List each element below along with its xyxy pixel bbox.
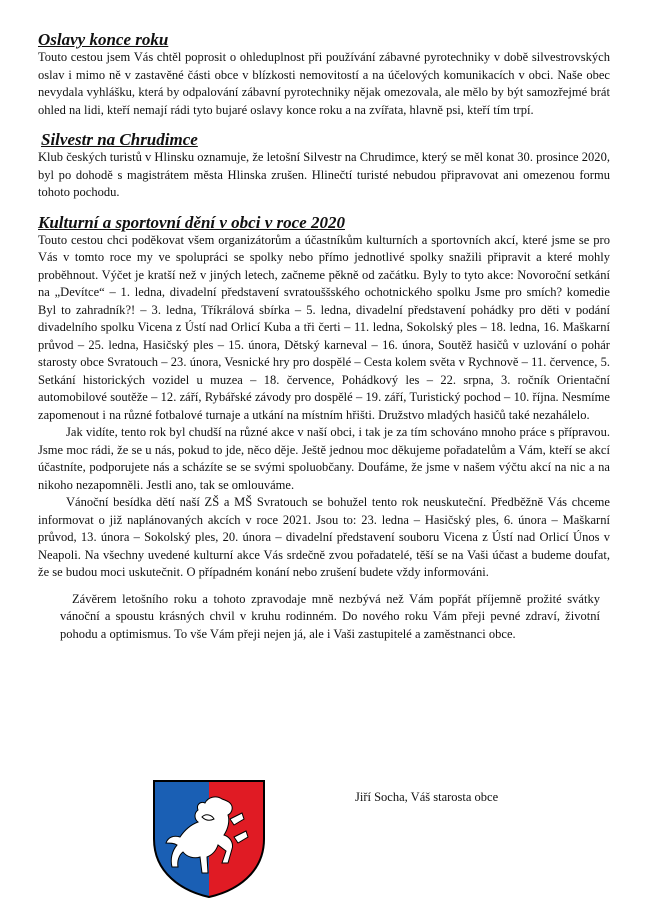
celebrations-paragraph: Touto cestou jsem Vás chtěl poprosit o ohleduplnost při používání zábavné pyrotechniky v době silvestrovských oslav i mimo ně v zastavěné části obce v blízkosti nemovitostí a na účelových komunikacích v obci. Naše obec nevydala vyhlášku, která by odpalování zábavní pyrotechniky nějak omezovala, ale mělo by být samozřejmé brát ohled na lidi, kteří nemají rádi tyto bujaré oslavy konce roku a na zvířata, hlavně psi, kteří tím trpí. — [38, 50, 610, 117]
section-title-culture-and-sport: Kulturní a sportovní dění v obci v roce 2020 — [38, 212, 345, 232]
mayor-signature: Jiří Socha, Váš starosta obce — [355, 790, 499, 804]
section-title-new-years-eve-hike: Silvestr na Chrudimce — [41, 130, 198, 149]
newsletter-page — [38, 30, 610, 643]
culture-paragraph-events: Touto cestou chci poděkovat všem organizátorům a účastníkům kulturních a sportovních akcí, které jsme se pro Vás v tomto roce my ve spolupráci se spolky nebo přímo jednotlivé spolky snažili připravit a které mohly proběhnout. Výčet je kratší než v jiných letech, začneme pěkně od začátku. Byly to tyto akce: Novoroční setkání na „Devítce“ – 1. ledna, divadelní představení svratouššského ochotnického spolku Jsme pro smích? komedie Byl to zahradník?! – 3. ledna, Tříkrálová sbírka – 5. ledna, divadelní představení pohádky pro děti v podání divadelního spolku Vicena z Ústí nad Orlicí Kuba a tři čerti – 11. ledna, Sokolský ples – 18. ledna, 16. Maškarní průvod – 25. ledna, Hasičský ples – 15. února, Dětský karneval – 16. února, Soutěž hasičů v uzlování o pohár starosty obce Svratouch – 23. února, Vesnické hry pro dospělé – Cesta kolem světa v Rychnově – 11. července, 5. Setkání historických vozidel u muzea – 18. července, Pohádkový les – 22. srpna, 3. ročník Orientační automobilové soutěže – 12. září, Rybářské závody pro dospělé – 19. září, Turistický pochod – 10. října. Nesmíme zapomenout i na různé fotbalové turnaje a utkání na místním hřišti. Družstvo mladých hasičů také nezahálelo. — [38, 232, 610, 422]
spacer — [38, 119, 610, 130]
footer — [150, 777, 610, 897]
horse-coat-of-arms-icon — [150, 777, 268, 899]
spacer — [38, 582, 610, 591]
culture-paragraph-thanks: Jak vidíte, tento rok byl chudší na různé akce v naší obci, i tak je za tím schováno mnoho práce s přípravou. Jsme moc rádi, že se u nás, pokud to jde, něco děje. Ještě jednou moc děkujeme pořadatelům a Vám, kteří se akcí účastníte, podporujete nás a scházíte se se svými spoluobčany. Doufáme, že jsme v našem výčtu akcí na nic a na nikoho nezapomněli. Jestli ano, tak se omlouváme. — [38, 425, 610, 492]
culture-paragraph-upcoming: Vánoční besídka dětí naší ZŠ a MŠ Svratouch se bohužel tento rok neuskuteční. Předběžně Vás chceme informovat o již naplánovaných akcích v roce 2021. Jsou to: 23. ledna – Hasičský ples, 6. února – Maškarní průvod, 13. února – Sokolský ples, 20. února – divadelní představení souboru Vicena z Ústí nad Orlicí Únos v Neapoli. Na všechny uvedené kulturní akce Vás srdečně zvou pořadatelé, těší se na Vaši účast a budeme doufat, že se budou moci uskutečnit. O případném konání nebo zrušení budete vždy informováni. — [38, 495, 610, 579]
new-years-eve-hike-paragraph: Klub českých turistů v Hlinsku oznamuje, že letošní Silvestr na Chrudimce, který se měl konat 30. prosince 2020, byl po dohodě s magistrátem města Hlinska zrušen. Hlinečtí turisté nebudou připravovat ani omezenou formu tohoto pochodu. — [38, 150, 610, 199]
spacer — [38, 202, 610, 213]
section-title-celebrations: Oslavy konce roku — [38, 30, 169, 49]
closing-paragraph: Závěrem letošního roku a tohoto zpravodaje mně nezbývá než Vám popřát příjemně prožité svátky vánoční a spoustu krásných chvil v kruhu rodinném. Do nového roku Vám přeji pevné zdraví, životní pohodu a optimismus. To vše Vám přeji nejen já, ale i Vaši zastupitelé a zaměstnanci obce. — [60, 591, 600, 641]
